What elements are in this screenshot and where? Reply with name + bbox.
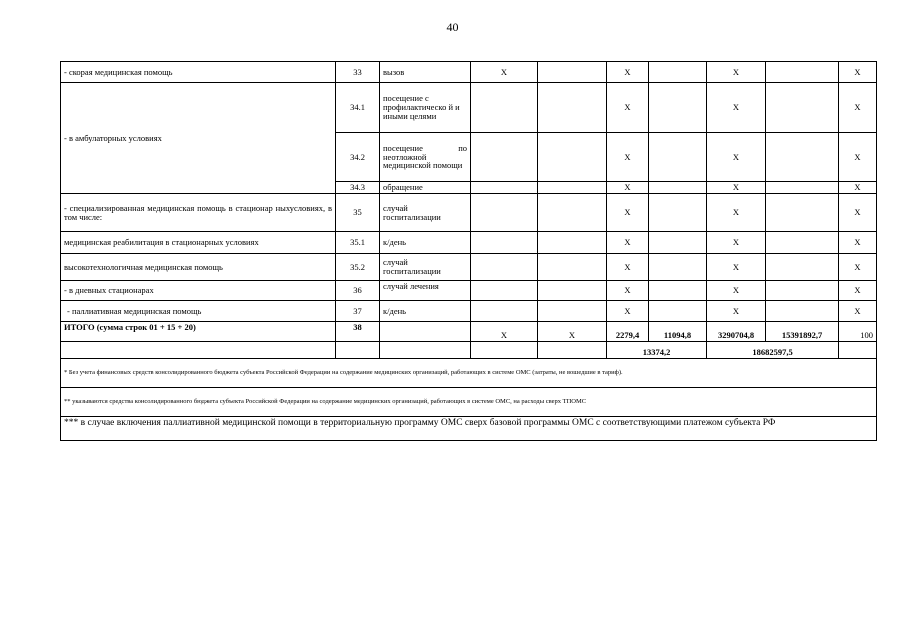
cell — [766, 281, 839, 301]
cell — [538, 133, 607, 182]
sum-row — [61, 342, 877, 359]
cell: X — [839, 232, 877, 254]
row-code: 33 — [336, 62, 380, 83]
cell: X — [839, 83, 877, 133]
cell — [649, 133, 707, 182]
row-unit: случай госпитализации — [380, 254, 471, 281]
cell: X — [707, 133, 766, 182]
row-code: 36 — [336, 281, 380, 301]
total-cell: 100 — [839, 322, 877, 342]
page-number: 40 — [446, 20, 459, 34]
footnote-3: *** в случае включения паллиативной медицинской помощи в территориальную программу ОМС сверх базовой программы ОМС с соответствующими платежом субъекта РФ — [61, 417, 877, 441]
row-unit: обращение — [380, 182, 471, 194]
cell: X — [607, 232, 649, 254]
row-unit: случай госпитализации — [380, 194, 471, 232]
table-row — [61, 254, 877, 281]
row-label: - в дневных стационарах — [61, 281, 336, 301]
table-row — [61, 62, 877, 83]
row-code: 35.1 — [336, 232, 380, 254]
cell: X — [839, 254, 877, 281]
total-code: 38 — [336, 322, 380, 342]
row-label: высокотехнологичная медицинская помощь — [61, 254, 336, 281]
cell — [538, 194, 607, 232]
row-code: 37 — [336, 301, 380, 322]
total-cell: 3290704,8 — [707, 322, 766, 342]
row-code: 35 — [336, 194, 380, 232]
cell — [649, 62, 707, 83]
cell — [649, 301, 707, 322]
cell: X — [607, 83, 649, 133]
cell — [766, 232, 839, 254]
cell — [471, 254, 538, 281]
footnote-1: * Без учета финансовых средств консолидированного бюджета субъекта Российской Федерации на содержание медицинских организаций, работающих в системе ОМС (затраты, не вошедшие в тариф). — [61, 359, 877, 388]
financing-table — [60, 61, 877, 441]
sum-value-cost: 18682597,5 — [707, 342, 839, 359]
total-label: ИТОГО (сумма строк 01 + 15 + 20) — [61, 322, 336, 342]
cell — [471, 182, 538, 194]
row-label: - паллиативная медицинская помощь — [61, 301, 336, 322]
row-unit: посещение с профилактическо й и иными целями — [380, 83, 471, 133]
total-unit — [380, 322, 471, 342]
table-row — [61, 83, 877, 133]
cell: X — [607, 301, 649, 322]
sum-value-volume: 13374,2 — [607, 342, 707, 359]
footnote-row — [61, 417, 877, 441]
cell — [471, 301, 538, 322]
row-unit: к/день — [380, 301, 471, 322]
row-unit: случай лечения — [380, 281, 471, 301]
cell: X — [707, 254, 766, 281]
row-label: - в амбулаторных условиях — [61, 83, 336, 194]
total-cell: 15391892,7 — [766, 322, 839, 342]
cell — [766, 62, 839, 83]
cell — [471, 83, 538, 133]
cell — [471, 281, 538, 301]
cell: X — [839, 182, 877, 194]
cell — [538, 232, 607, 254]
cell — [538, 62, 607, 83]
row-label: - специализированная медицинская помощь в стационар ныхусловиях, в том числе: — [61, 194, 336, 232]
table-row — [61, 301, 877, 322]
total-row — [61, 322, 877, 342]
cell: X — [707, 194, 766, 232]
cell: X — [839, 301, 877, 322]
cell — [766, 83, 839, 133]
footnote-row — [61, 388, 877, 417]
cell: X — [707, 301, 766, 322]
cell: X — [839, 62, 877, 83]
cell: X — [707, 232, 766, 254]
cell — [766, 194, 839, 232]
cell: X — [839, 281, 877, 301]
cell — [766, 133, 839, 182]
cell — [766, 301, 839, 322]
cell — [538, 83, 607, 133]
row-code: 34.3 — [336, 182, 380, 194]
cell: X — [707, 182, 766, 194]
row-code: 34.1 — [336, 83, 380, 133]
table-row — [61, 232, 877, 254]
cell — [649, 194, 707, 232]
cell — [649, 83, 707, 133]
cell — [649, 281, 707, 301]
total-cell: X — [471, 322, 538, 342]
cell — [471, 232, 538, 254]
cell — [766, 182, 839, 194]
row-label: медицинская реабилитация в стационарных условиях — [61, 232, 336, 254]
cell — [538, 182, 607, 194]
footnote-2: ** указываются средства консолидированного бюджета субъекта Российской Федерации на содержание медицинских организаций, работающих в системе ОМС, на расходы сверх ТПОМС — [61, 388, 877, 417]
cell: X — [839, 133, 877, 182]
cell: X — [471, 62, 538, 83]
cell — [471, 133, 538, 182]
cell: X — [707, 83, 766, 133]
row-code: 35.2 — [336, 254, 380, 281]
cell: X — [839, 194, 877, 232]
total-cell: 2279,4 — [607, 322, 649, 342]
cell: X — [707, 281, 766, 301]
cell: X — [607, 182, 649, 194]
cell — [538, 301, 607, 322]
cell: X — [607, 281, 649, 301]
cell — [766, 254, 839, 281]
cell — [649, 254, 707, 281]
cell: X — [607, 133, 649, 182]
cell: X — [607, 254, 649, 281]
table-row — [61, 281, 877, 301]
cell: X — [607, 194, 649, 232]
row-unit: вызов — [380, 62, 471, 83]
footnote-row — [61, 359, 877, 388]
cell: X — [707, 62, 766, 83]
table-row — [61, 194, 877, 232]
total-cell: X — [538, 322, 607, 342]
row-code: 34.2 — [336, 133, 380, 182]
row-label: - скорая медицинская помощь — [61, 62, 336, 83]
total-cell: 11094,8 — [649, 322, 707, 342]
row-unit: к/день — [380, 232, 471, 254]
cell — [471, 194, 538, 232]
cell: X — [607, 62, 649, 83]
cell — [649, 182, 707, 194]
row-unit: посещение по неотложной медицинской помощи — [380, 133, 471, 182]
cell — [649, 232, 707, 254]
cell — [538, 254, 607, 281]
cell — [538, 281, 607, 301]
